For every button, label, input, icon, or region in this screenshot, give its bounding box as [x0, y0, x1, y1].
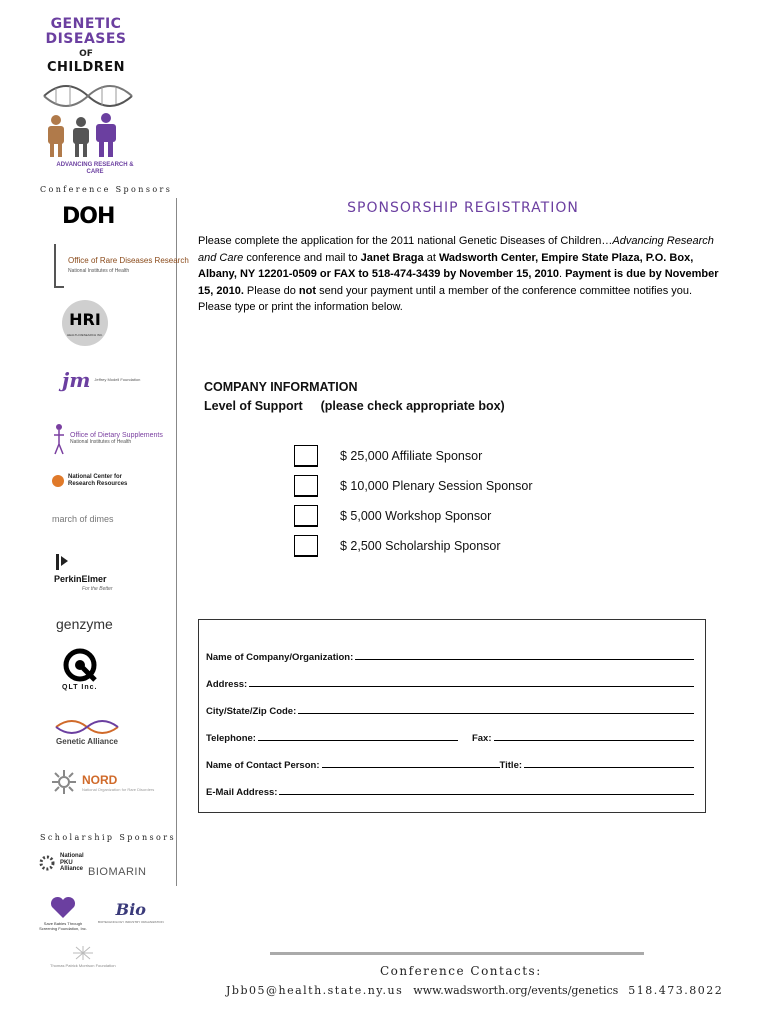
nord-name: NORD: [82, 772, 118, 787]
footer-divider: [270, 952, 644, 955]
level-note: (please check appropriate box): [320, 399, 505, 413]
option-scholarship[interactable]: [294, 535, 501, 557]
logo-text-genetic: GENETIC: [50, 16, 122, 32]
biomarin-logo: BIOMARIN: [88, 866, 147, 878]
ncrr-mark-icon: [52, 475, 64, 487]
logo-tagline: ADVANCING RESEARCH & CARE: [56, 162, 134, 176]
city-field-row: [206, 704, 694, 717]
bio-logo: [98, 900, 164, 924]
checkbox-affiliate[interactable]: [294, 445, 318, 467]
ord-sub: National Institutes of Health: [68, 268, 130, 275]
ncrr-logo: [52, 474, 138, 487]
ods-figure-icon: [52, 422, 66, 456]
checkbox-plenary[interactable]: [294, 475, 318, 497]
option-workshop[interactable]: [294, 505, 491, 527]
conference-sponsors-label: Conference Sponsors: [40, 185, 173, 194]
title-field[interactable]: [524, 758, 694, 768]
title-field-label: Title:: [499, 760, 523, 771]
logo-text-children: CHILDREN: [46, 60, 126, 75]
ga-name: Genetic Alliance: [56, 737, 118, 746]
sunburst-icon: [71, 944, 95, 962]
scholarship-sponsors-label: Scholarship Sponsors: [40, 833, 176, 842]
address-field[interactable]: [249, 677, 694, 687]
telephone-field[interactable]: [258, 731, 458, 741]
qlt-mark-icon: [63, 648, 97, 682]
company-info-form: [198, 619, 706, 813]
email-field-label: E-Mail Address:: [206, 787, 278, 798]
genzyme-logo: genzyme: [56, 616, 113, 632]
qlt-name: QLT Inc.: [62, 684, 98, 691]
company-info-heading: COMPANY INFORMATION: [204, 380, 358, 394]
contacts-line: [226, 984, 723, 997]
bio-text: Bio: [115, 900, 146, 919]
checkbox-workshop[interactable]: [294, 505, 318, 527]
option-workshop-label: $ 5,000 Workshop Sponsor: [340, 509, 492, 523]
perkinelmer-mark-icon: [54, 552, 70, 572]
tpm-name: Thomas Patrick Morrison Foundation: [50, 963, 116, 968]
nord-sub: National Organization for Rare Disorders: [82, 786, 155, 792]
phone-fax-row: [206, 731, 694, 744]
contact-field[interactable]: [322, 758, 500, 768]
tpm-foundation-logo: [50, 944, 116, 968]
save-babies-logo: [38, 896, 88, 932]
ods-logo: [52, 422, 163, 456]
contact-website[interactable]: www.wadsworth.org/events/genetics: [413, 984, 619, 997]
ods-name: Office of Dietary Supplements: [70, 432, 163, 440]
qlt-logo: [62, 648, 97, 691]
jm-text: jm: [62, 368, 91, 392]
city-field[interactable]: [298, 704, 694, 714]
heart-icon: [50, 896, 76, 920]
perkinelmer-tagline: For the Better: [82, 586, 113, 592]
pku-gear-icon: [38, 852, 56, 874]
contact-phone: 518.473.8022: [628, 984, 724, 997]
gdc-logo: [36, 14, 136, 184]
perkinelmer-name: PerkinElmer: [54, 574, 107, 584]
logo-text-of: OF: [79, 49, 93, 59]
option-plenary[interactable]: [294, 475, 533, 497]
jm-sub: Jeffrey Modell Foundation: [94, 377, 141, 383]
page-title: SPONSORSHIP REGISTRATION: [347, 200, 579, 216]
email-field[interactable]: [279, 785, 694, 795]
perkinelmer-logo: [54, 552, 113, 592]
pku-name: National PKU Alliance: [60, 853, 84, 873]
level-of-support: [204, 399, 505, 413]
telephone-field-label: Telephone:: [206, 733, 256, 744]
dna-figures-icon: [36, 76, 136, 166]
city-field-label: City/State/Zip Code:: [206, 706, 297, 717]
sbt-name: Save Babies Through Screening Foundation, Inc.: [39, 921, 87, 931]
pku-logo: [38, 852, 94, 874]
option-scholarship-label: $ 2,500 Scholarship Sponsor: [340, 539, 501, 553]
doh-logo: DOH: [62, 204, 115, 229]
option-affiliate-label: $ 25,000 Affiliate Sponsor: [340, 449, 483, 463]
option-plenary-label: $ 10,000 Plenary Session Sponsor: [340, 479, 533, 493]
hri-logo: [62, 300, 108, 346]
checkbox-scholarship[interactable]: [294, 535, 318, 557]
genetic-alliance-logo: [54, 718, 120, 746]
nord-mark-icon: [50, 768, 78, 796]
contact-field-label: Name of Contact Person:: [206, 760, 320, 771]
intro-paragraph: Please complete the application for the 2011 national Genetic Diseases of Children…Advancing Research and Care conference and mail to Janet Braga at Wadsworth Center, Empire State Plaza, P.O. Box, Albany, NY 12201-0509 or FAX to 518-474-3439 by November 15, 2010. Payment is due by November 15, 2010. Please do not send your payment until a member of the conference committee notifies you. Please type or print the information below.: [198, 235, 719, 314]
fax-field-label: Fax:: [471, 733, 492, 744]
ncrr-name: National Center for Research Resources: [68, 474, 128, 487]
company-field[interactable]: [355, 650, 694, 660]
nord-logo: [50, 768, 154, 796]
march-of-dimes-logo: march of dimes: [52, 514, 114, 524]
contact-email[interactable]: Jbb05@health.state.ny.us: [226, 984, 404, 997]
jm-logo: [62, 368, 140, 392]
column-divider: [176, 198, 177, 886]
company-field-label: Name of Company/Organization:: [206, 652, 354, 663]
ord-name: Office of Rare Diseases Research: [68, 256, 189, 266]
bio-sub: BIOTECHNOLOGY INDUSTRY ORGANIZATION: [98, 920, 164, 924]
hri-text: HRI: [69, 309, 101, 329]
hri-sub: HEALTH RESEARCH INC.: [67, 332, 103, 337]
ods-sub: National Institutes of Health: [70, 439, 132, 446]
contacts-heading: Conference Contacts:: [380, 964, 542, 978]
logo-text-diseases: DISEASES: [45, 31, 127, 47]
ord-mark-icon: [54, 244, 64, 288]
address-field-label: Address:: [206, 679, 248, 690]
address-field-row: [206, 677, 694, 690]
option-affiliate[interactable]: [294, 445, 482, 467]
email-field-row: [206, 785, 694, 798]
contact-title-row: [206, 758, 694, 771]
company-field-row: [206, 650, 694, 663]
fax-field[interactable]: [494, 731, 694, 741]
level-label: Level of Support: [204, 399, 303, 413]
ord-logo: [54, 244, 189, 288]
ga-helix-icon: [54, 718, 120, 736]
